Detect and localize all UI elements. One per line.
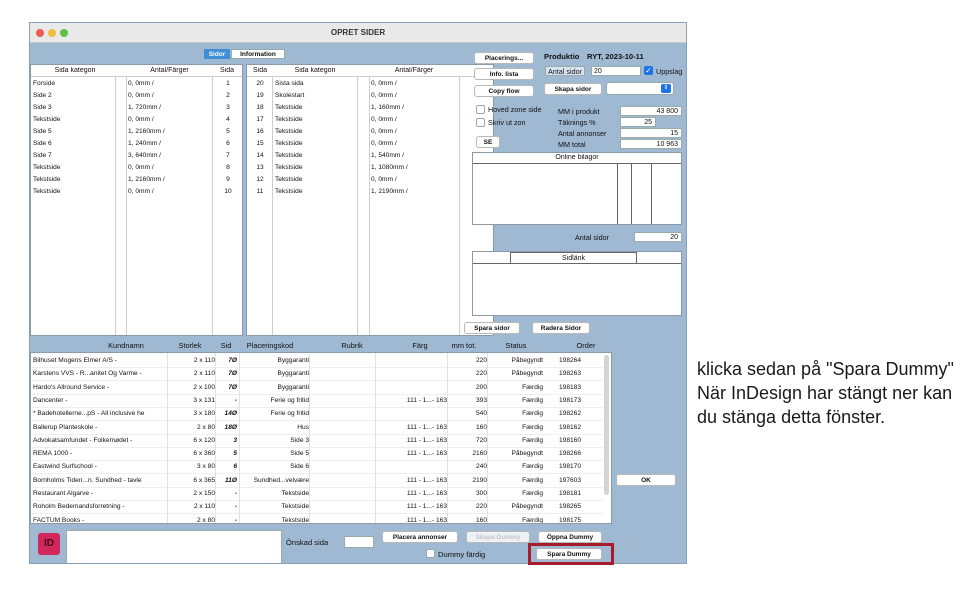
table-cell: 3 <box>233 436 237 444</box>
table-cell: Færdig <box>522 410 543 418</box>
opret-sider-window <box>29 22 687 564</box>
table-row[interactable] <box>31 90 243 101</box>
table-cell <box>377 368 447 379</box>
table-cell: 393 <box>475 396 487 404</box>
table-row[interactable] <box>31 501 603 513</box>
table-cell: 197603 <box>558 476 581 484</box>
table-cell: Tekstside <box>275 152 303 159</box>
table-cell: 2 x 80 <box>197 423 215 431</box>
pages-table-right[interactable] <box>246 64 494 336</box>
table-cell: 5 <box>226 128 230 135</box>
table-cell: Forside <box>33 80 55 87</box>
table-row[interactable] <box>247 90 494 101</box>
table-cell: 1, 2190mm / <box>371 188 408 195</box>
table-cell: Side 7 <box>33 152 52 159</box>
table-cell: 19 <box>256 92 264 99</box>
table-row[interactable] <box>247 174 494 185</box>
mm-total-label: MM total <box>558 140 586 149</box>
table-cell: Byggaranti <box>277 370 309 378</box>
table-row[interactable] <box>31 102 243 113</box>
table-cell: 0, 0mm / <box>371 80 397 87</box>
hoved-zone-side-checkbox[interactable] <box>476 105 485 114</box>
table-row[interactable] <box>31 174 243 185</box>
table-cell: Bornholms Tiden...n. Sundhed - tavle <box>33 476 142 484</box>
table-row[interactable] <box>31 382 603 394</box>
table-cell: 16 <box>256 128 264 135</box>
table-cell: Roholm Bedemandsforretning - <box>33 503 125 511</box>
table-row[interactable] <box>31 395 603 407</box>
table-cell: 14Ø <box>224 410 237 418</box>
antal-annonser-field: 15 <box>620 128 682 138</box>
instruction-text <box>697 357 962 429</box>
table-row[interactable] <box>31 461 603 473</box>
table-cell: 720 <box>475 436 487 444</box>
table-cell: - <box>234 516 237 524</box>
table-cell: 198262 <box>558 410 581 418</box>
ads-col-header: Färg <box>412 341 428 350</box>
table-cell: 0, 0mm / <box>371 116 397 123</box>
table-cell: 0, 0mm / <box>128 92 154 99</box>
table-cell <box>311 475 373 486</box>
table-cell <box>311 488 373 499</box>
tacknings-field: 25 <box>620 117 656 127</box>
ads-col-header: Order <box>576 341 596 350</box>
table-row[interactable] <box>247 138 494 149</box>
table-cell: Hardo's Allround Service - <box>33 383 110 391</box>
table-cell: 198181 <box>558 490 581 497</box>
table-cell: 3 x 131 <box>193 396 215 404</box>
table-cell: Side 3 <box>33 104 52 111</box>
table-cell: 0, 0mm / <box>371 140 397 147</box>
sidor-select[interactable] <box>606 82 674 95</box>
table-cell: - <box>234 396 237 404</box>
ads-col-header: Storlek <box>178 341 202 350</box>
table-cell: Tekstside <box>33 176 61 183</box>
table-cell: 18 <box>256 104 264 111</box>
spara-sidor-button[interactable]: Spara sidor <box>464 322 520 334</box>
table-cell: 198263 <box>558 370 581 378</box>
table-cell: 198170 <box>558 463 581 471</box>
table-cell: 2 x 100 <box>193 383 215 391</box>
online-bilagor-header: Online bilagor <box>555 154 599 161</box>
table-cell: Advokatsamfundet - Folkemødet - <box>33 436 133 444</box>
table-cell <box>377 382 447 393</box>
table-cell: FACTUM Books - <box>33 516 85 524</box>
table-row[interactable] <box>31 162 243 173</box>
table-cell: 8 <box>226 164 230 171</box>
table-cell: 6 x 120 <box>193 436 215 444</box>
antal-sidor-input[interactable]: 20 <box>591 66 641 76</box>
table-cell: 2 x 110 <box>193 370 215 378</box>
antal-sidor-label: Antal sidor <box>545 66 585 76</box>
table-cell: 4 <box>226 116 230 123</box>
tab-information[interactable]: Information <box>231 49 285 59</box>
table-cell: 220 <box>475 357 487 364</box>
table-cell <box>311 382 373 393</box>
table-cell <box>311 355 373 366</box>
table-cell: 3 x 180 <box>193 410 215 418</box>
table-cell <box>311 395 373 406</box>
table-cell: 111 - 1...- 163 <box>406 396 447 404</box>
table-cell: 10 <box>224 188 232 195</box>
table-row[interactable] <box>247 114 494 125</box>
table-cell <box>311 501 373 512</box>
table-cell: 7Ø <box>228 370 237 378</box>
ads-table[interactable] <box>30 352 612 524</box>
ads-col-header: Rubrik <box>341 341 363 350</box>
online-bilagor-list[interactable] <box>472 152 682 225</box>
table-cell: 15 <box>256 140 264 147</box>
table-cell: 0, 0mm / <box>128 116 154 123</box>
table-cell: Tekstside <box>33 116 61 123</box>
table-cell: Tekstside <box>275 128 303 135</box>
table-cell: 111 - 1...- 163 <box>406 423 447 431</box>
table-cell: Bilhuset Mogens Elmer A/S - <box>33 357 117 364</box>
mm-total-field: 10 963 <box>620 139 682 149</box>
table-cell <box>377 408 447 419</box>
table-row[interactable] <box>31 78 243 89</box>
table-cell: - <box>234 490 237 497</box>
table-cell: Eastwind Surfschool - <box>33 463 97 471</box>
table-cell: 111 - 1...- 163 <box>406 516 447 524</box>
se-button[interactable]: SE <box>476 136 500 148</box>
skriv-ut-zon-checkbox[interactable] <box>476 118 485 127</box>
onskad-sida-label: Önskad sida <box>286 538 329 547</box>
table-cell: Færdig <box>522 516 543 524</box>
spara-dummy-button[interactable]: Spara Dummy <box>536 548 602 560</box>
antal-sidor-field-2: 20 <box>634 232 682 242</box>
table-cell: 2 x 80 <box>197 516 215 524</box>
produktio-value: RYT, 2023-10-11 <box>587 52 644 61</box>
table-row[interactable] <box>31 488 603 500</box>
table-cell: 1, 540mm / <box>371 152 404 159</box>
table-cell: Påbegyndt <box>511 503 543 511</box>
table-cell: 17 <box>256 116 264 123</box>
table-cell: Tekstside <box>33 188 61 195</box>
table-cell: Karstens VVS - R...anitet Og Varme - <box>33 370 142 378</box>
table-cell: Tekstside <box>33 164 61 171</box>
table-cell <box>311 408 373 419</box>
table-cell: 198183 <box>558 383 581 391</box>
table-cell: Side 5 <box>290 450 309 458</box>
table-cell: 198175 <box>558 516 581 524</box>
ads-col-header: Kundnamn <box>108 341 144 350</box>
table-cell: 3 x 80 <box>197 463 215 471</box>
table-cell: 11 <box>256 188 264 195</box>
table-cell: 6 <box>226 140 230 147</box>
table-row[interactable] <box>31 422 603 434</box>
table-cell: 6 x 360 <box>193 450 215 458</box>
dummy-fardig-label: Dummy färdig <box>438 550 486 559</box>
sidlank-header: Sidlänk <box>510 252 637 264</box>
skriv-ut-zon-label: Skriv ut zon <box>488 118 526 127</box>
table-cell <box>377 461 447 472</box>
table-cell <box>311 448 373 459</box>
table-cell: Byggaranti <box>277 383 309 391</box>
table-cell: 111 - 1...- 163 <box>406 450 447 458</box>
table-cell: 198264 <box>558 357 581 364</box>
table-cell: 111 - 1...- 163 <box>406 476 447 484</box>
table-cell: Færdig <box>522 476 543 484</box>
col-header-antal-farger: Antal/Färger <box>394 67 434 74</box>
table-cell: 2190 <box>472 476 487 484</box>
col-header-sida: Sida <box>252 67 267 74</box>
table-cell: 0, 0mm / <box>371 92 397 99</box>
oppna-dummy-button[interactable]: Öppna Dummy <box>538 531 602 543</box>
table-cell: 300 <box>475 490 487 497</box>
table-row[interactable] <box>247 186 494 197</box>
table-cell: - <box>234 503 237 511</box>
table-cell: Færdig <box>522 490 543 497</box>
table-cell <box>311 515 373 524</box>
table-cell: Tekstside <box>275 116 303 123</box>
antal-sidor-label-2: Antal sidor <box>575 233 609 242</box>
table-cell: Side 3 <box>290 436 309 444</box>
table-cell: 198160 <box>558 436 581 444</box>
table-cell: Tekstside <box>281 503 309 511</box>
table-cell: 220 <box>475 370 487 378</box>
info-lista-button[interactable]: Info. lista <box>474 68 534 80</box>
table-cell: 111 - 1...- 163 <box>406 490 447 497</box>
ads-col-header: Placeringskod <box>246 341 294 350</box>
table-row[interactable] <box>31 186 243 197</box>
table-cell: Tekstside <box>281 516 309 524</box>
table-cell: 9 <box>226 176 230 183</box>
select-stepper-icon: ⇕ <box>661 84 671 93</box>
table-cell: 11Ø <box>225 476 237 484</box>
produktio-label: Produktio <box>544 52 580 61</box>
table-cell: Påbegyndt <box>511 450 543 458</box>
table-cell: 111 - 1...- 163 <box>406 436 447 444</box>
table-cell: Færdig <box>522 383 543 391</box>
table-row[interactable] <box>247 78 494 89</box>
placera-annonser-button[interactable]: Placera annonser <box>382 531 458 543</box>
table-cell: Side 5 <box>33 128 52 135</box>
table-cell: 20 <box>256 80 264 87</box>
table-cell: Restaurant Algarve - <box>33 490 94 497</box>
table-row[interactable] <box>31 355 603 367</box>
table-cell <box>311 368 373 379</box>
table-cell: 0, 0mm / <box>128 164 154 171</box>
ads-col-header: Status <box>505 341 527 350</box>
table-cell: Påbegyndt <box>511 357 543 364</box>
table-row[interactable] <box>31 138 243 149</box>
table-row[interactable] <box>247 126 494 137</box>
table-cell: 2 x 110 <box>193 357 215 364</box>
ok-button[interactable]: OK <box>616 474 676 486</box>
tacknings-label: Täknings % <box>558 118 596 127</box>
table-cell: Færdig <box>522 396 543 404</box>
table-cell: Ferie og fritid <box>270 410 309 418</box>
table-cell: 3 <box>226 104 230 111</box>
table-cell: Påbegyndt <box>511 370 543 378</box>
table-cell: Tekstside <box>281 490 309 497</box>
col-header-antal-farger: Antal/Färger <box>150 67 189 74</box>
title-bar <box>30 23 686 43</box>
table-cell: Dancenter - <box>33 396 68 404</box>
table-cell: 0, 0mm / <box>371 128 397 135</box>
table-row[interactable] <box>31 435 603 447</box>
placerings-button[interactable]: Placerings... <box>474 52 534 64</box>
table-row[interactable] <box>31 114 243 125</box>
table-cell: Sundhed...velvære <box>253 476 309 484</box>
table-cell: 3, 640mm / <box>128 152 161 159</box>
table-cell: Sista sida <box>275 80 304 87</box>
table-cell: 1 <box>226 80 230 87</box>
table-cell: 2 x 110 <box>193 503 215 511</box>
table-cell <box>311 435 373 446</box>
col-header-sida-kategori: Sida kategori <box>54 67 96 74</box>
table-cell: Byggaranti <box>277 357 309 364</box>
table-cell: 200 <box>475 383 487 391</box>
table-row[interactable] <box>31 150 243 161</box>
table-cell: 7Ø <box>228 383 237 391</box>
table-cell: 160 <box>475 516 487 524</box>
table-cell: 5 <box>233 450 237 458</box>
table-cell: 198162 <box>558 423 581 431</box>
instruction-line-2: När InDesign har stängt ner kan du stänga detta fönster. <box>697 383 953 427</box>
table-cell: Tekstside <box>275 164 303 171</box>
table-cell: 6 x 365 <box>193 476 215 484</box>
table-cell: Side 2 <box>33 92 52 99</box>
table-cell: Tekstside <box>275 188 303 195</box>
uppslag-checkbox[interactable]: ✓ <box>645 66 652 75</box>
table-cell: Tekstside <box>275 104 303 111</box>
table-cell: 1, 2160mm / <box>128 176 165 183</box>
table-cell <box>377 355 447 366</box>
table-cell <box>311 461 373 472</box>
table-cell: 1, 240mm / <box>128 140 161 147</box>
table-cell: 198265 <box>558 503 581 511</box>
table-cell: Færdig <box>522 463 543 471</box>
table-cell: Tekstside <box>275 140 303 147</box>
table-row[interactable] <box>31 448 603 460</box>
table-cell: 2 x 150 <box>193 490 215 497</box>
ads-table-scrollbar[interactable] <box>604 355 609 495</box>
table-cell: 1, 720mm / <box>128 104 161 111</box>
table-cell: 7Ø <box>228 357 237 364</box>
table-cell: REMA 1000 - <box>33 450 73 458</box>
skapa-sidor-button[interactable]: Skapa sidor <box>544 83 602 95</box>
table-cell: Ferie og fritid <box>270 396 309 404</box>
table-cell: 111 - 1...- 163 <box>406 503 447 511</box>
table-cell: 540 <box>475 410 487 418</box>
table-cell <box>311 422 373 433</box>
table-cell: 1, 2160mm / <box>128 128 165 135</box>
spara-dummy-highlight <box>528 543 614 565</box>
ads-col-header: Sid <box>220 341 232 350</box>
window-title: OPRET SIDER <box>330 28 386 37</box>
hoved-zone-side-label: Hoved zone side <box>488 105 542 114</box>
table-cell: 1, 160mm / <box>371 104 404 111</box>
table-row[interactable] <box>247 162 494 173</box>
table-cell: Færdig <box>522 436 543 444</box>
table-row[interactable] <box>31 126 243 137</box>
mm-i-produkt-label: MM i produkt <box>558 107 600 116</box>
table-row[interactable] <box>31 515 603 524</box>
table-cell: 2160 <box>472 450 487 458</box>
indesign-icon: ID <box>38 533 60 555</box>
table-cell: 13 <box>256 164 264 171</box>
table-cell: 18Ø <box>224 423 237 431</box>
radera-sidor-button[interactable]: Radera Sidor <box>532 322 590 334</box>
table-cell: 12 <box>256 176 264 183</box>
table-cell: 7 <box>226 152 230 159</box>
sidlank-list[interactable] <box>472 251 682 316</box>
table-cell: 1, 1080mm / <box>371 164 408 171</box>
table-cell: 2 <box>226 92 230 99</box>
table-row[interactable] <box>31 368 603 380</box>
table-cell: 198266 <box>558 450 581 458</box>
pages-table-left[interactable] <box>30 64 243 336</box>
table-cell: Ballerup Planteskole - <box>33 423 98 431</box>
table-row[interactable] <box>31 408 603 420</box>
instruction-line-1: klicka sedan på "Spara Dummy" <box>697 359 954 379</box>
dummy-fardig-checkbox[interactable] <box>426 549 435 558</box>
table-cell: Færdig <box>522 423 543 431</box>
skapa-dummy-button[interactable]: Skapa Dummy <box>466 531 530 543</box>
table-row[interactable] <box>31 475 603 487</box>
table-cell: Side 6 <box>33 140 52 147</box>
table-row[interactable] <box>247 150 494 161</box>
table-cell: 240 <box>475 463 487 471</box>
tab-sidor[interactable]: Sidor <box>204 49 230 59</box>
table-cell: 198173 <box>558 396 581 404</box>
antal-annonser-label: Antal annonser <box>558 129 607 138</box>
table-cell: 0, 0mm / <box>128 80 154 87</box>
table-cell: 160 <box>475 423 487 431</box>
col-header-sida-kategori: Sida kategori <box>294 67 336 74</box>
copy-flow-button[interactable]: Copy flow <box>474 85 534 97</box>
col-header-sida: Sida <box>219 67 234 74</box>
table-cell: Hus <box>297 423 309 431</box>
uppslag-label: Uppslag <box>656 67 683 76</box>
table-cell: 14 <box>256 152 264 159</box>
table-cell: * Badehotellerne...pS - All inclusive he <box>33 410 145 418</box>
ads-col-header: mm tot. <box>451 341 477 350</box>
table-cell: 0, 0mm / <box>128 188 154 195</box>
table-cell: 0, 0mm / <box>371 176 397 183</box>
table-cell: Side 6 <box>290 463 309 471</box>
table-cell: Skolestart <box>275 92 305 99</box>
table-cell: 6 <box>233 463 237 471</box>
message-area <box>66 530 282 564</box>
table-cell: 220 <box>475 503 487 511</box>
mm-i-produkt-field: 43 800 <box>620 106 682 116</box>
table-cell: Tekstside <box>275 176 303 183</box>
onskad-sida-input[interactable] <box>344 536 374 548</box>
table-row[interactable] <box>247 102 494 113</box>
